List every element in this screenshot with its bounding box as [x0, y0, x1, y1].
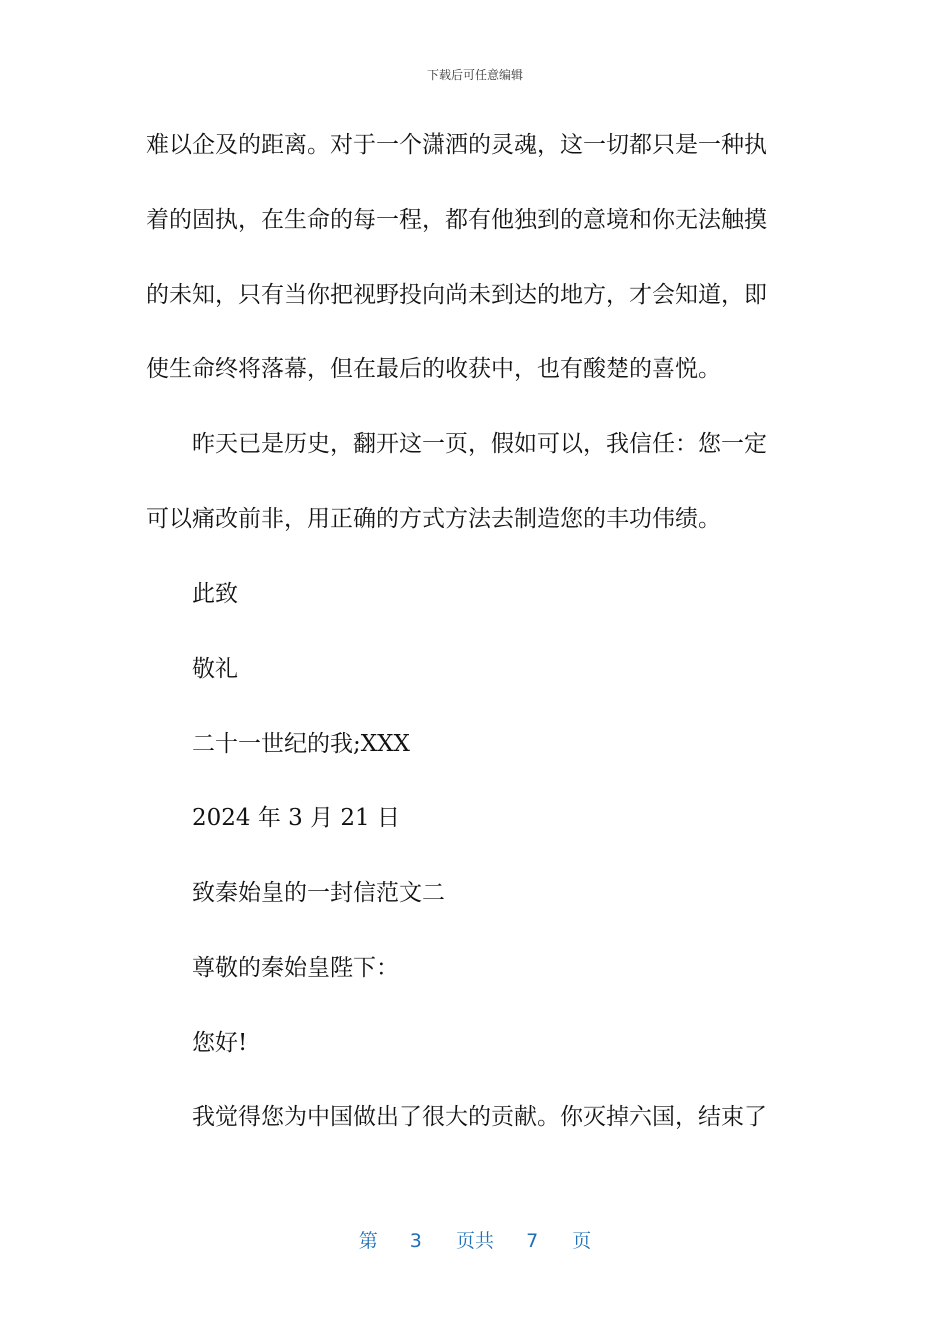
footer-prefix: 第 [358, 1230, 378, 1252]
page-header: 下载后可任意编辑 [426, 68, 523, 82]
closing-salutation: 此致 [192, 581, 238, 607]
footer-current-page: 3 [409, 1230, 422, 1252]
section-title: 致秦始皇的一封信范文二 [192, 880, 445, 906]
signature: 二十一世纪的我;XXX [192, 731, 410, 757]
letter-hello: 您好! [192, 1030, 248, 1056]
closing-respect: 敬礼 [192, 656, 238, 682]
paragraph-line-14: 我觉得您为中国做出了很大的贡献。你灭掉六国，结束了 [192, 1104, 767, 1130]
letter-greeting: 尊敬的秦始皇陛下： [192, 955, 399, 981]
paragraph-line-6: 可以痛改前非，用正确的方式方法去制造您的丰功伟绩。 [146, 506, 721, 532]
letter-date: 2024 年 3 月 21 日 [192, 805, 400, 831]
paragraph-line-4: 使生命终将落幕，但在最后的收获中，也有酸楚的喜悦。 [146, 356, 721, 382]
footer-total-pages: 7 [526, 1230, 539, 1252]
footer-middle: 页共 [455, 1230, 494, 1252]
paragraph-line-3: 的未知，只有当你把视野投向尚未到达的地方，才会知道，即 [146, 282, 767, 308]
page-footer [0, 1226, 950, 1253]
paragraph-line-2: 着的固执，在生命的每一程，都有他独到的意境和你无法触摸 [146, 207, 767, 233]
paragraph-line-1: 难以企及的距离。对于一个潇洒的灵魂，这一切都只是一种执 [146, 132, 767, 158]
footer-suffix: 页 [572, 1230, 592, 1252]
paragraph-line-5: 昨天已是历史，翻开这一页，假如可以，我信任：您一定 [192, 431, 767, 457]
